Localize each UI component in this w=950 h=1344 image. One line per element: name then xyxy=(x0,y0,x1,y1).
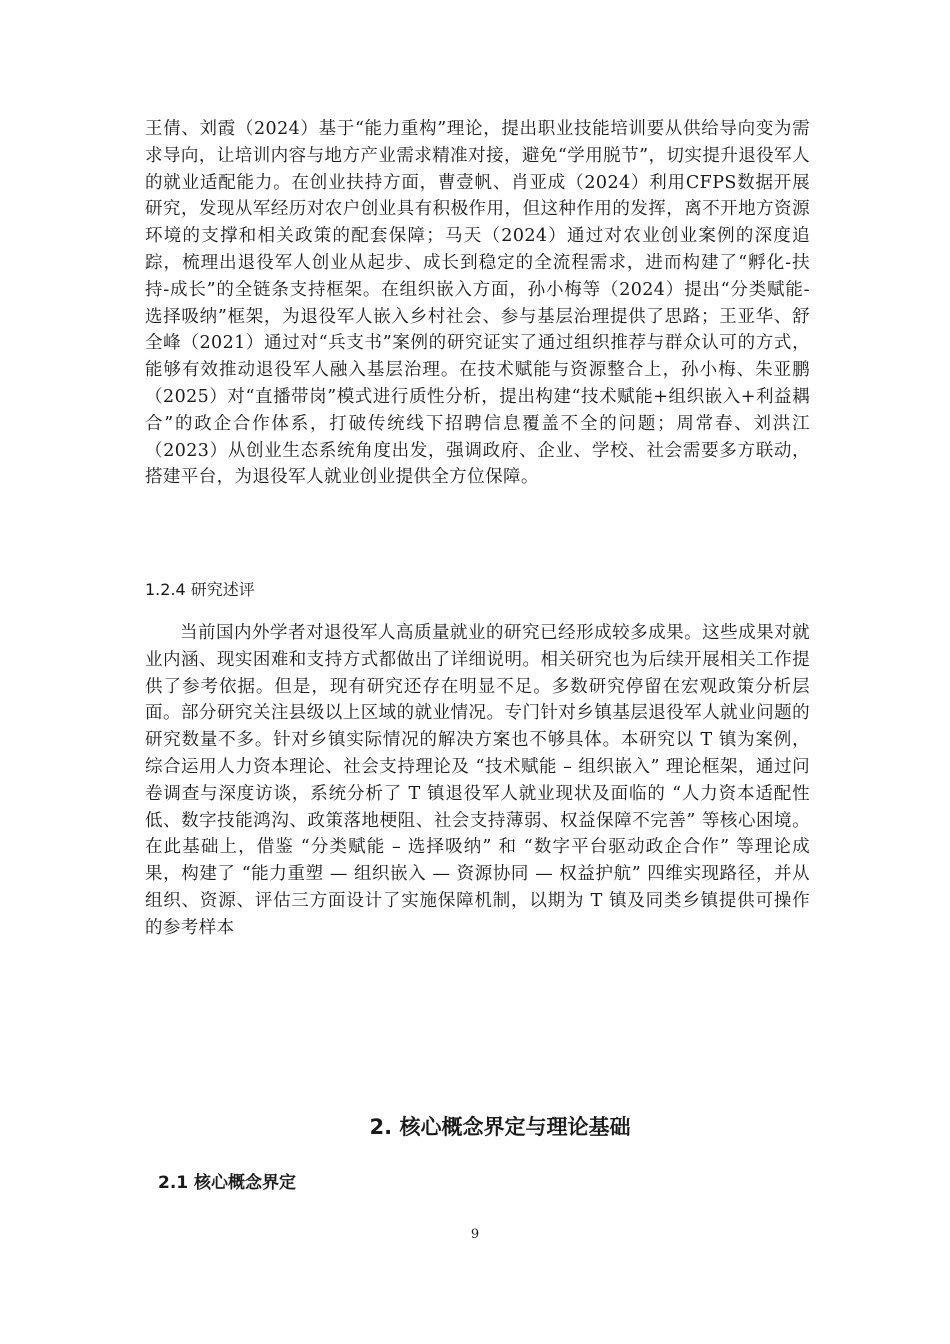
body-paragraph-literature-review: 王倩、刘霞（2024）基于“能力重构”理论，提出职业技能培训要从供给导向变为需求导向，让培训内容与地方产业需求精准对接，避免“学用脱节”，切实提升退役军人的就业适配能力。在创业扶持方面，曹壹帆、肖亚成（2024）利用CFPS数据开展研究，发现从军经历对农户创业具有积极作用，但这种作用的发挥，离不开地方资源环境的支撑和相关政策的配套保障；马天（2024）通过对农业创业案例的深度追踪，梳理出退役军人创业从起步、成长到稳定的全流程需求，进而构建了“孵化-扶持-成长”的全链条支持框架。在组织嵌入方面，孙小梅等（2024）提出“分类赋能-选择吸纳”框架，为退役军人嵌入乡村社会、参与基层治理提供了思路；王亚华、舒全峰（2021）通过对“兵支书”案例的研究证实了通过组织推荐与群众认可的方式，能够有效推动退役军人融入基层治理。在技术赋能与资源整合上，孙小梅、朱亚鹏（2025）对“直播带岗”模式进行质性分析，提出构建“技术赋能+组织嵌入+利益耦合”的政企合作体系，打破传统线下招聘信息覆盖不全的问题；周常春、刘洪江（2023）从创业生态系统角度出发，强调政府、企业、学校、社会需要多方联动，搭建平台，为退役军人就业创业提供全方位保障。 xyxy=(145,119,810,488)
body-paragraph-research-summary: 当前国内外学者对退役军人高质量就业的研究已经形成较多成果。这些成果对就业内涵、现实困难和支持方式都做出了详细说明。相关研究也为后续开展相关工作提供了参考依据。但是，现有研究还存在明显不足。多数研究停留在宏观政策分析层面。部分研究关注县级以上区域的就业情况。专门针对乡镇基层退役军人就业问题的研究数量不多。针对乡镇实际情况的解决方案也不够具体。本研究以 T 镇为案例，综合运用人力资本理论、社会支持理论及 “技术赋能 – 组织嵌入” 理论框架，通过问卷调查与深度访谈，系统分析了 T 镇退役军人就业现状及面临的 “人力资本适配性低、数字技能鸿沟、政策落地梗阻、社会支持薄弱、权益保障不完善” 等核心困境。在此基础上，借鉴 “分类赋能 – 选择吸纳” 和 “数字平台驱动政企合作” 等理论成果，构建了 “能力重塑 — 组织嵌入 — 资源协同 — 权益护航” 四维实现路径，并从组织、资源、评估三方面设计了实施保障机制，以期为 T 镇及同类乡镇提供可操作的参考样本 xyxy=(145,623,810,938)
chapter-title: 2. 核心概念界定与理论基础 xyxy=(369,1115,631,1139)
section-title: 2.1 核心概念界定 xyxy=(158,1173,297,1193)
subheading-research-review: 1.2.4 研究述评 xyxy=(145,580,255,599)
page-number: 9 xyxy=(470,1227,480,1242)
